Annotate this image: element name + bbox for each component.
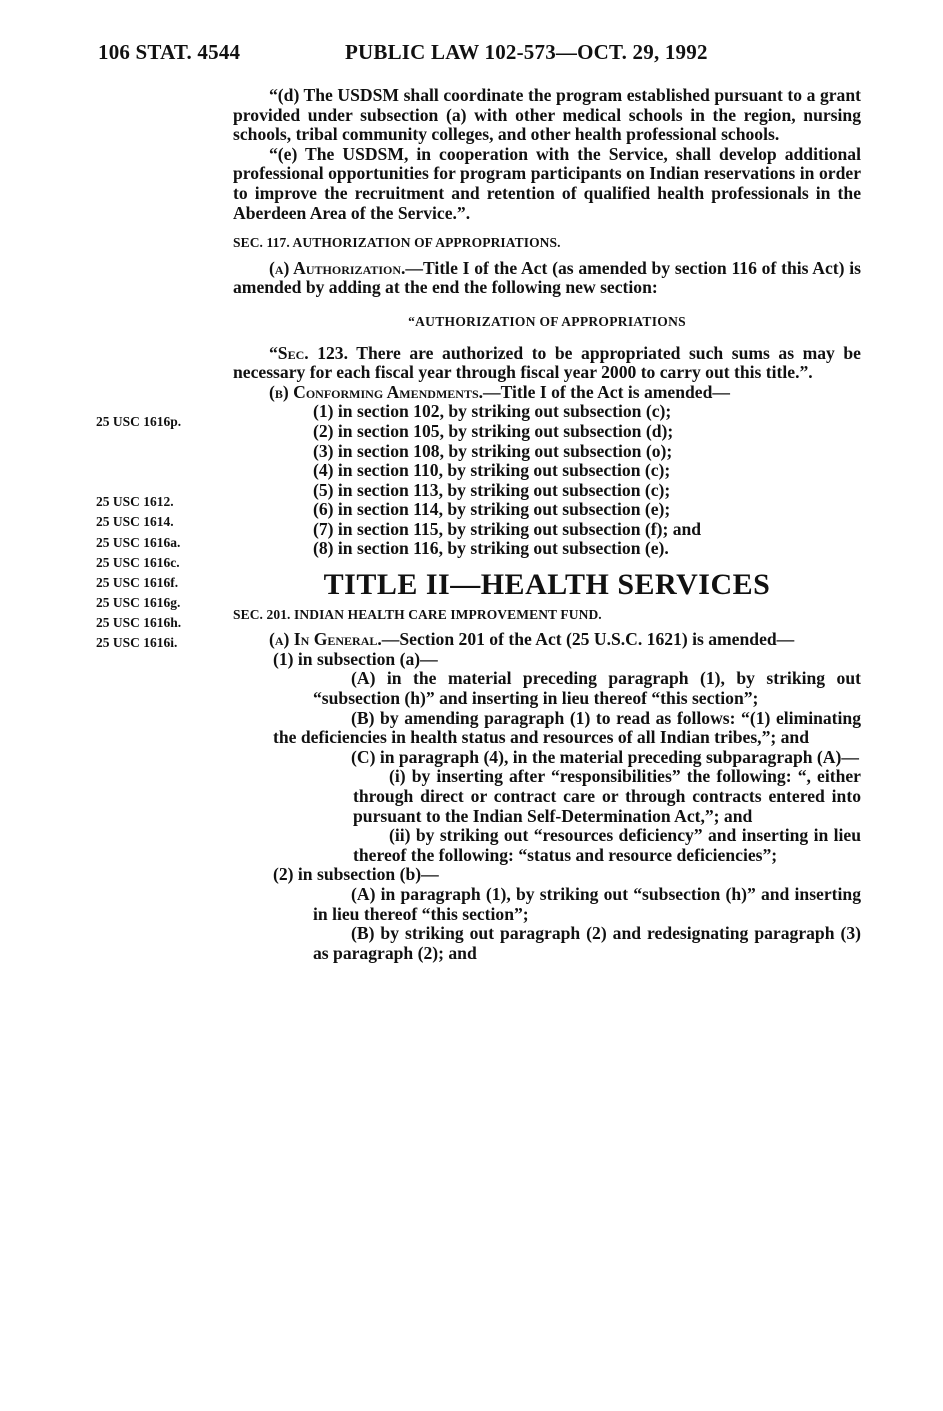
list-item: (5) in section 113, by striking out subsection (c); [313, 479, 671, 500]
page-header [98, 40, 858, 68]
paragraph-d: “(d) The USDSM shall coordinate the program established pursuant to a grant provided under subsection (a) with other medical schools in the region, nursing schools, tribal community colleges, and other health professional schools. [233, 85, 861, 145]
margin-note: 25 USC 1616c. [96, 555, 180, 570]
margin-note: 25 USC 1616p. [96, 414, 182, 429]
subsection-text: —Section 201 of the Act (25 U.S.C. 1621) is amended— [381, 629, 795, 650]
list-item: (8) in section 116, by striking out subsection (e). [313, 538, 669, 559]
margin-note: 25 USC 1616i. [96, 635, 178, 650]
subsection-text: —Title I of the Act is amended— [483, 381, 730, 402]
list-item: (7) in section 115, by striking out subsection (f); and [313, 518, 702, 539]
section-text: 123. There are authorized to be appropriated such sums as may be necessary for each fiscal year through fiscal year 2000 to carry out this title.”. [233, 342, 861, 383]
clause-1Cii: (ii) by striking out “resources deficiency” and inserting in lieu thereof the following: “status and resource deficiencies”; [353, 825, 861, 865]
clause-1Ci: (i) by inserting after “responsibilities” the following: “, either through direct or contract care or through contracts entered into pursuant to the Indian Self-Determination Act,”; and [353, 766, 861, 826]
subsection-label: (b) Conforming Amendments. [269, 381, 484, 402]
list-item: (2) in section 105, by striking out subsection (d); [313, 420, 674, 441]
subsection-label: (a) Authorization. [269, 257, 406, 278]
list-item: (6) in section 114, by striking out subsection (e); [313, 499, 671, 520]
subsection-text: —Title I of the Act (as amended by section 116 of this Act) is amended by adding at the end the following new section: [233, 257, 861, 298]
section-201-a [233, 630, 861, 650]
paragraph-2: (2) in subsection (b)— [273, 864, 439, 885]
subparagraph-2A: (A) in paragraph (1), by striking out “subsection (h)” and inserting in lieu thereof “this section”; [313, 883, 861, 924]
margin-note: 25 USC 1616f. [96, 575, 179, 590]
paragraph-e: “(e) The USDSM, in cooperation with the Service, shall develop additional professional opportunities for program participants on Indian reservations in order to improve the recruitment and retention of qualified health professionals in the Aberdeen Area of the Service.”. [233, 143, 861, 223]
authorization-center-heading: “AUTHORIZATION OF APPROPRIATIONS [408, 313, 686, 329]
title-ii-heading: TITLE II—HEALTH SERVICES [323, 568, 771, 602]
section-117-b [233, 383, 861, 403]
section-201-heading: SEC. 201. INDIAN HEALTH CARE IMPROVEMENT FUND. [233, 606, 602, 622]
document-body [233, 86, 861, 963]
section-123 [233, 344, 861, 383]
list-item: (3) in section 108, by striking out subsection (o); [313, 440, 673, 461]
subparagraph-1C: (C) in paragraph (4), in the material preceding subparagraph (A)— [351, 746, 859, 767]
law-title: PUBLIC LAW 102-573—OCT. 29, 1992 [345, 40, 708, 64]
margin-note: 25 USC 1612. [96, 494, 174, 509]
subparagraph-1A: (A) in the material preceding paragraph (1), by striking out “subsection (h)” and inserting in lieu thereof “this section”; [313, 668, 861, 709]
stat-citation: 106 STAT. 4544 [98, 40, 241, 64]
section-117-heading: SEC. 117. AUTHORIZATION OF APPROPRIATIONS. [233, 235, 561, 251]
margin-note: 25 USC 1616g. [96, 595, 181, 610]
list-item: (1) in section 102, by striking out subsection (c); [313, 401, 672, 422]
section-label: “Sec. [269, 342, 309, 363]
subsection-label: (a) In General. [269, 629, 382, 650]
section-117-a [233, 259, 861, 298]
margin-note: 25 USC 1616a. [96, 535, 181, 550]
list-item: (4) in section 110, by striking out subsection (c); [313, 460, 671, 481]
margin-note: 25 USC 1616h. [96, 615, 182, 630]
subparagraph-2B: (B) by striking out paragraph (2) and redesignating paragraph (3) as paragraph (2); and [313, 923, 861, 963]
conforming-amendments-list [233, 402, 861, 559]
margin-note: 25 USC 1614. [96, 514, 174, 529]
paragraph-1: (1) in subsection (a)— [273, 648, 438, 669]
subparagraph-1B: (B) by amending paragraph (1) to read as follows: “(1) eliminating the deficiencies in health status and resources of all Indian tribes,”; and [273, 707, 861, 748]
